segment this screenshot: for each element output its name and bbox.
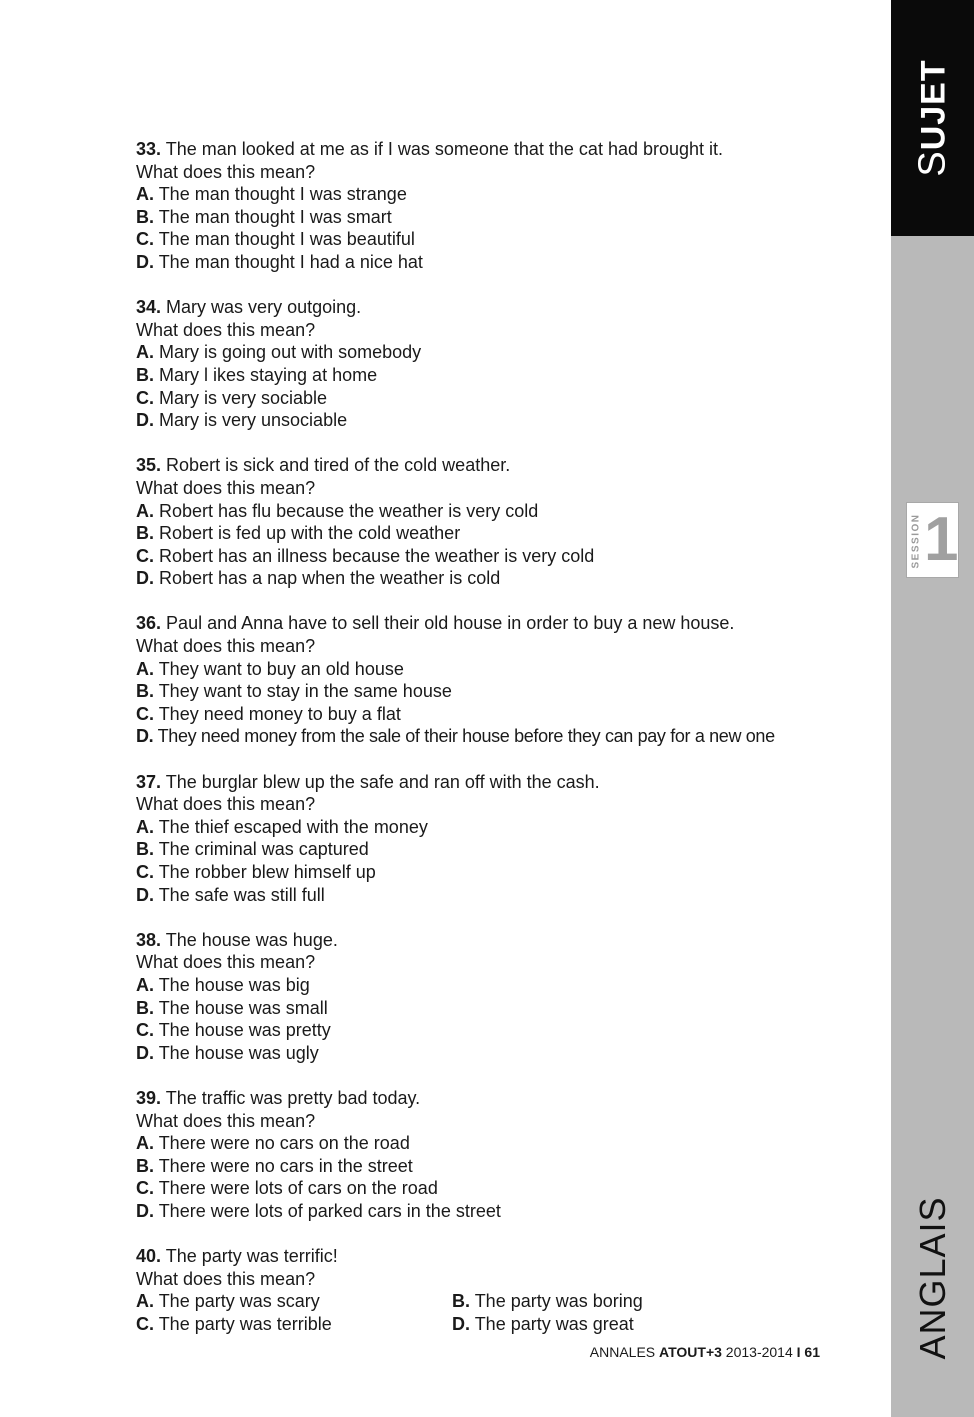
option-b <box>136 364 856 387</box>
question-stem <box>136 296 856 319</box>
question-number: 37. <box>136 771 162 792</box>
option-letter: A. <box>136 184 154 205</box>
option-c <box>136 1019 856 1042</box>
sujet-initial: S <box>911 150 953 177</box>
option-letter: D. <box>136 1042 154 1063</box>
option-text: The party was scary <box>158 1291 320 1312</box>
footer-prefix: ANNALES <box>589 1344 656 1360</box>
option-text: Mary is going out with somebody <box>159 342 422 363</box>
option-text: The house was small <box>158 997 328 1018</box>
option-text: The man thought I was strange <box>158 184 407 205</box>
option-a <box>136 341 856 364</box>
option-letter: C. <box>136 545 154 566</box>
option-letter: B. <box>136 681 154 702</box>
question-prompt: What does this mean? <box>136 952 316 973</box>
question-39 <box>136 1087 856 1223</box>
option-c <box>136 545 856 568</box>
option-letter: A. <box>136 974 154 995</box>
option-a <box>136 1132 856 1155</box>
question-text: Mary was very outgoing. <box>166 297 362 318</box>
option-d <box>136 1042 856 1065</box>
question-text: The man looked at me as if I was someone that the cat had brought it. <box>165 139 724 159</box>
option-letter: B. <box>136 523 154 544</box>
option-c <box>136 1313 452 1336</box>
option-letter: C. <box>136 862 154 882</box>
option-text: There were lots of cars on the road <box>158 1178 438 1199</box>
option-c <box>136 228 856 251</box>
option-letter: A. <box>136 1133 154 1154</box>
question-text: The traffic was pretty bad today. <box>165 1087 421 1108</box>
question-prompt: What does this mean? <box>136 636 316 657</box>
option-letter: A. <box>136 1291 154 1312</box>
option-d <box>136 884 856 907</box>
question-text: The party was terrific! <box>165 1246 338 1267</box>
option-text: They want to stay in the same house <box>158 681 452 702</box>
question-stem <box>136 454 856 477</box>
option-letter: D. <box>136 568 154 589</box>
option-letter: D. <box>452 1313 470 1334</box>
option-text: There were no cars on the road <box>158 1133 410 1154</box>
option-a <box>136 1290 452 1313</box>
page-footer <box>520 1344 820 1360</box>
sujet-label <box>911 59 954 176</box>
option-letter: B. <box>136 364 154 385</box>
question-text: The burglar blew up the safe and ran off with the cash. <box>165 771 600 792</box>
option-letter: B. <box>136 1155 154 1176</box>
option-letter: D. <box>136 1200 154 1221</box>
option-letter: C. <box>136 387 154 408</box>
question-text: Paul and Anna have to sell their old house in order to buy a new house. <box>166 613 735 634</box>
option-letter: B. <box>452 1291 470 1312</box>
question-prompt: What does this mean? <box>136 1268 316 1289</box>
option-text: Robert has a nap when the weather is cold <box>159 568 501 589</box>
option-c <box>136 861 856 884</box>
option-c <box>136 387 856 410</box>
option-letter: C. <box>136 1178 154 1199</box>
option-b <box>136 680 856 703</box>
question-33 <box>136 138 856 274</box>
option-letter: C. <box>136 703 154 724</box>
question-stem <box>136 771 856 794</box>
option-text: The house was ugly <box>158 1042 319 1063</box>
option-letter: C. <box>136 229 154 250</box>
option-d <box>136 725 856 748</box>
option-letter: A. <box>136 816 154 837</box>
question-stem <box>136 138 856 161</box>
options-row <box>136 1290 856 1313</box>
footer-years: 2013-2014 <box>725 1344 793 1360</box>
option-c <box>136 703 856 726</box>
footer-brand: ATOUT+3 <box>659 1344 722 1360</box>
option-letter: D. <box>136 410 154 431</box>
option-letter: B. <box>136 997 154 1018</box>
option-d <box>136 409 856 432</box>
sujet-tab <box>891 0 974 236</box>
option-a <box>136 500 856 523</box>
option-text: The safe was still full <box>158 884 325 905</box>
subject-label: ANGLAIS <box>911 1196 953 1360</box>
option-letter: A. <box>136 342 154 363</box>
option-a <box>136 816 856 839</box>
question-37 <box>136 771 856 907</box>
option-text: Robert is fed up with the cold weather <box>159 523 461 544</box>
option-letter: B. <box>136 206 154 227</box>
option-text: The party was boring <box>474 1291 643 1312</box>
option-text: The party was terrible <box>158 1313 332 1334</box>
question-34 <box>136 296 856 432</box>
option-text: Robert has an illness because the weather is very cold <box>159 545 595 566</box>
option-d <box>136 567 856 590</box>
question-prompt: What does this mean? <box>136 794 316 815</box>
question-number: 38. <box>136 929 162 950</box>
option-a <box>136 658 856 681</box>
option-letter: D. <box>136 251 154 272</box>
question-text: The house was huge. <box>165 929 338 950</box>
question-number: 36. <box>136 613 162 634</box>
option-a <box>136 974 856 997</box>
option-text: Mary is very unsociable <box>159 410 348 431</box>
option-letter: D. <box>136 884 154 905</box>
option-text: There were no cars in the street <box>158 1155 413 1176</box>
option-letter: D. <box>136 726 154 747</box>
option-text: The man thought I was beautiful <box>158 229 415 250</box>
page-number: 61 <box>804 1344 820 1360</box>
option-text: The house was big <box>158 974 310 995</box>
option-text: Robert has flu because the weather is very cold <box>159 500 539 521</box>
option-text: The criminal was captured <box>158 839 369 860</box>
option-b <box>136 206 856 229</box>
option-letter: C. <box>136 1313 154 1334</box>
question-stem <box>136 929 856 952</box>
option-letter: B. <box>136 839 154 860</box>
session-label: SESSION <box>910 513 922 569</box>
option-d <box>136 1200 856 1223</box>
question-number: 40. <box>136 1246 162 1267</box>
option-text: Mary l ikes staying at home <box>159 364 378 385</box>
option-text: They need money to buy a flat <box>158 703 401 724</box>
option-a <box>136 183 856 206</box>
option-letter: C. <box>136 1020 154 1041</box>
option-b <box>136 1155 856 1178</box>
option-text: The robber blew himself up <box>158 862 376 882</box>
question-stem <box>136 1087 856 1110</box>
question-prompt: What does this mean? <box>136 477 316 498</box>
sujet-rest: UJET <box>914 59 952 151</box>
option-text: The house was pretty <box>158 1020 331 1041</box>
question-prompt: What does this mean? <box>136 1110 316 1131</box>
question-prompt: What does this mean? <box>136 319 316 340</box>
question-38 <box>136 929 856 1065</box>
question-number: 33. <box>136 139 162 159</box>
option-c <box>136 1177 856 1200</box>
question-36 <box>136 612 856 748</box>
option-b <box>136 838 856 861</box>
option-text: They want to buy an old house <box>158 658 404 679</box>
question-text: Robert is sick and tired of the cold weather. <box>166 455 511 476</box>
option-text: Mary is very sociable <box>159 387 328 408</box>
option-b <box>136 997 856 1020</box>
option-d <box>136 251 856 274</box>
session-number: 1 <box>924 505 959 574</box>
session-badge <box>906 502 959 578</box>
question-stem <box>136 612 856 635</box>
option-text: The thief escaped with the money <box>158 816 428 837</box>
question-number: 35. <box>136 455 162 476</box>
footer-separator: I <box>796 1344 801 1360</box>
option-letter: A. <box>136 658 154 679</box>
option-text: The party was great <box>474 1313 634 1334</box>
question-stem <box>136 1245 856 1268</box>
question-prompt: What does this mean? <box>136 161 316 182</box>
option-text: There were lots of parked cars in the street <box>158 1200 501 1221</box>
question-number: 39. <box>136 1087 162 1108</box>
option-text: The man thought I had a nice hat <box>158 251 423 272</box>
option-text: The man thought I was smart <box>158 206 392 227</box>
option-d <box>452 1313 768 1336</box>
options-row <box>136 1313 856 1336</box>
option-b <box>136 522 856 545</box>
questions-list <box>136 138 856 1358</box>
question-35 <box>136 454 856 590</box>
option-text: They need money from the sale of their house before they can pay for a new one <box>157 726 775 747</box>
question-40 <box>136 1245 856 1335</box>
question-number: 34. <box>136 297 162 318</box>
sidebar <box>891 0 974 1417</box>
option-letter: A. <box>136 500 154 521</box>
option-b <box>452 1290 768 1313</box>
